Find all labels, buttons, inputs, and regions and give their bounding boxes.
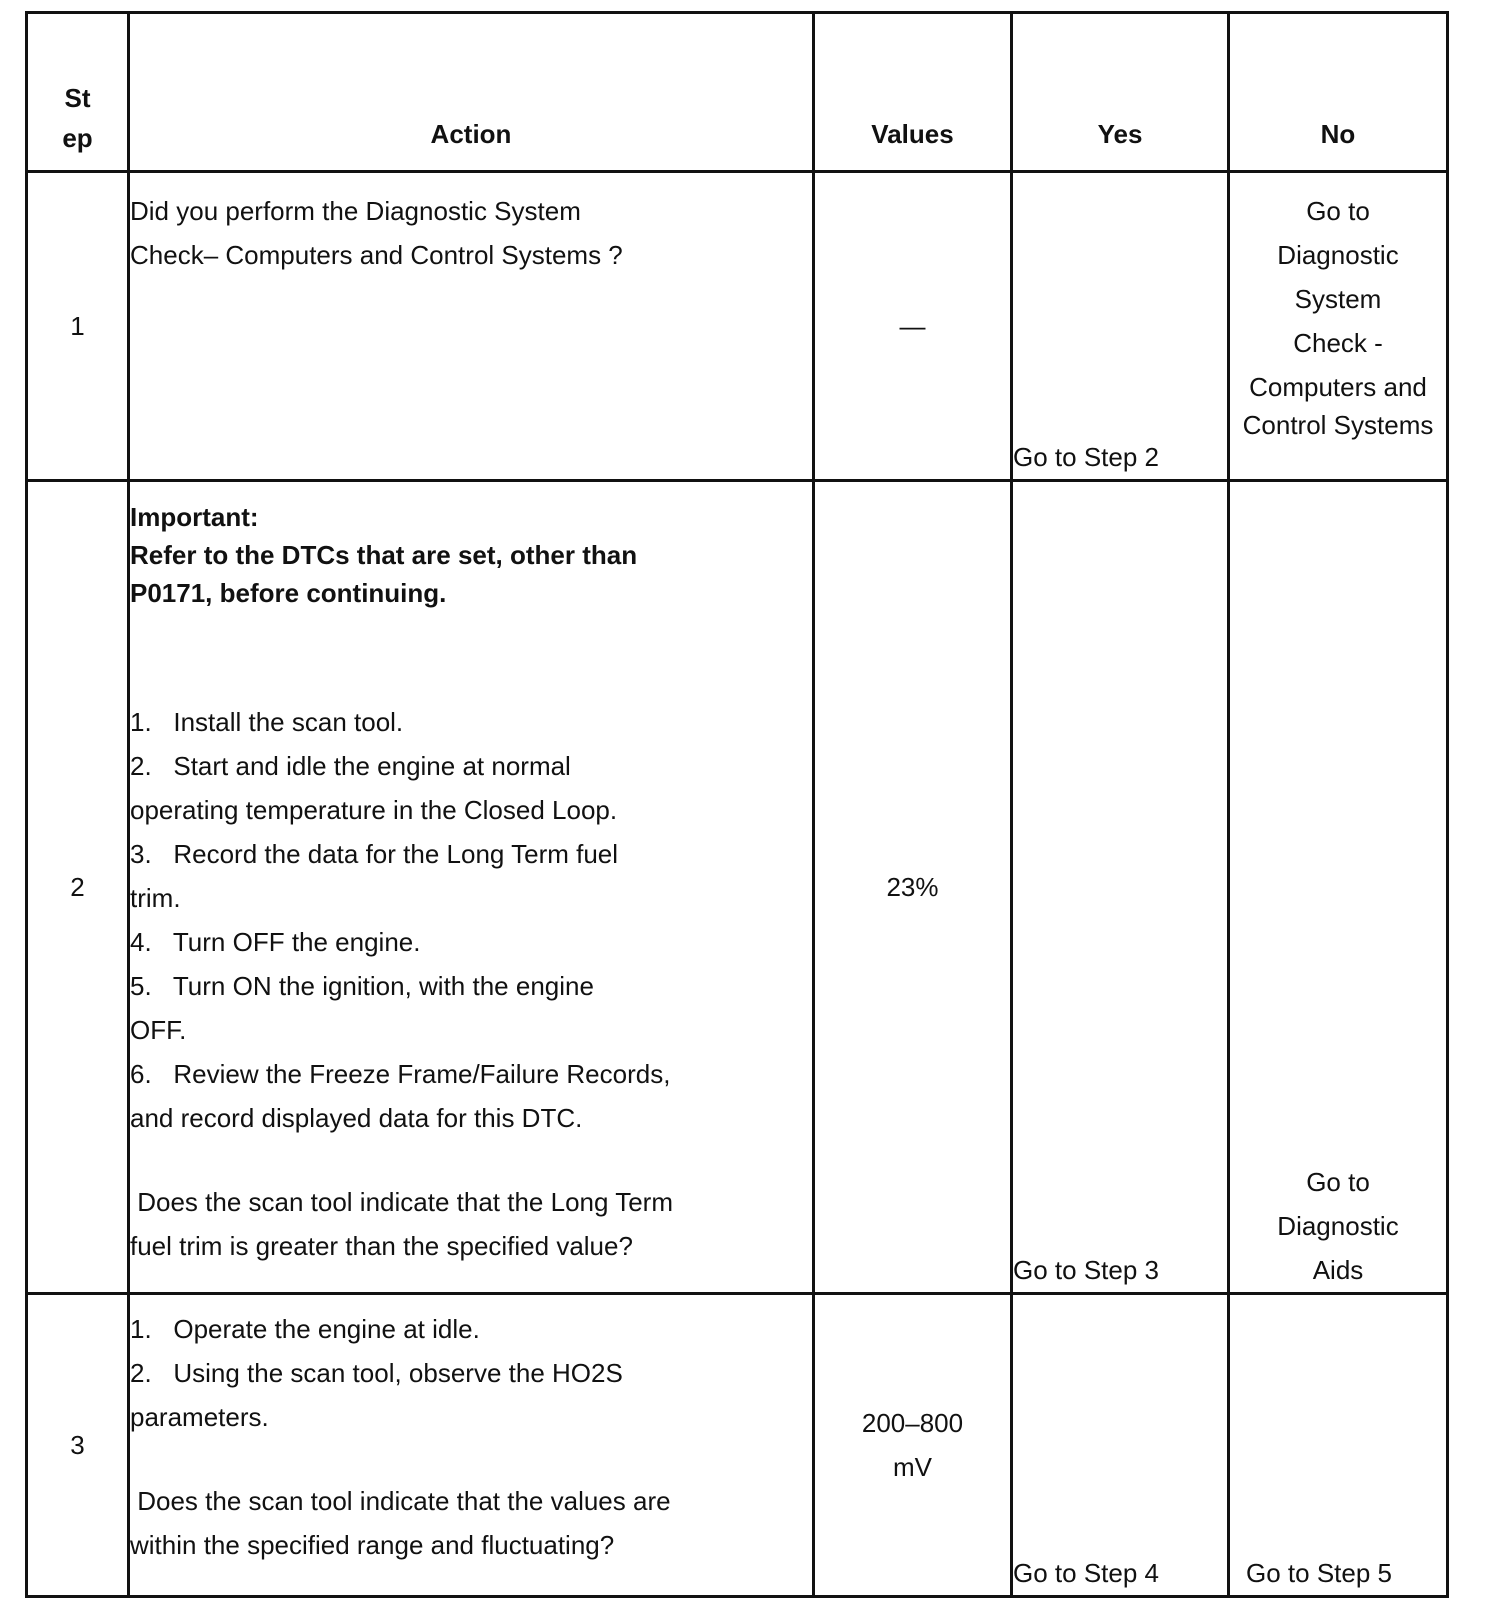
- action-line: 2. Start and idle the engine at normal: [130, 751, 571, 781]
- action-line: Did you perform the Diagnostic System: [130, 196, 581, 226]
- no-line: System: [1294, 284, 1382, 314]
- question-line: within the specified range and fluctuating?: [130, 1530, 615, 1560]
- no-cell: Go to Step 5: [1229, 1294, 1448, 1597]
- question-line: Does the scan tool indicate that the values are: [130, 1486, 671, 1516]
- value-cell: 23%: [814, 481, 1012, 1294]
- no-line: Computers and: [1249, 372, 1427, 402]
- important-text: Refer to the DTCs that are set, other than: [130, 540, 638, 570]
- yes-cell: Go to Step 3: [1012, 481, 1229, 1294]
- value-cell: [814, 1294, 1012, 1597]
- no-line: Aids: [1312, 1255, 1364, 1285]
- action-line: parameters.: [130, 1402, 269, 1432]
- header-step-line-1: St: [64, 83, 91, 113]
- no-text: [1230, 189, 1446, 441]
- diagnostic-table: [25, 11, 1449, 1598]
- no-line: Diagnostic: [1277, 1211, 1399, 1241]
- step-number: 2: [27, 481, 129, 1294]
- header-no: No: [1229, 13, 1448, 172]
- action-line: OFF.: [130, 1015, 187, 1045]
- no-line: Control Systems: [1242, 410, 1434, 440]
- action-line: 5. Turn ON the ignition, with the engine: [130, 971, 594, 1001]
- action-line: operating temperature in the Closed Loop.: [130, 795, 618, 825]
- question-line: fuel trim is greater than the specified value?: [130, 1231, 633, 1261]
- value-cell: —: [814, 172, 1012, 481]
- action-cell: [129, 172, 814, 481]
- value-line: mV: [893, 1452, 932, 1482]
- table-row: [27, 1294, 1448, 1597]
- no-cell: [1229, 481, 1448, 1294]
- table-row: [27, 481, 1448, 1294]
- action-line: 1. Install the scan tool.: [130, 707, 404, 737]
- yes-cell: Go to Step 4: [1012, 1294, 1229, 1597]
- no-line: Check -: [1293, 328, 1383, 358]
- question-line: Does the scan tool indicate that the Long Term: [130, 1187, 673, 1217]
- header-action: Action: [129, 13, 814, 172]
- action-cell: [129, 1294, 814, 1597]
- no-text: [1230, 1160, 1446, 1292]
- action-line: 2. Using the scan tool, observe the HO2S: [130, 1358, 623, 1388]
- action-line: 1. Operate the engine at idle.: [130, 1314, 480, 1344]
- no-cell: [1229, 172, 1448, 481]
- action-line: Check– Computers and Control Systems ?: [130, 240, 623, 270]
- action-line: and record displayed data for this DTC.: [130, 1103, 583, 1133]
- header-step: [27, 13, 129, 172]
- step-number: 3: [27, 1294, 129, 1597]
- important-text: P0171, before continuing.: [130, 578, 447, 608]
- header-yes: Yes: [1012, 13, 1229, 172]
- action-line: 6. Review the Freeze Frame/Failure Records,: [130, 1059, 671, 1089]
- no-line: Go to: [1306, 196, 1370, 226]
- action-line: 3. Record the data for the Long Term fuel: [130, 839, 619, 869]
- table-row: [27, 172, 1448, 481]
- header-step-line-2: ep: [62, 123, 93, 153]
- important-label: Important:: [130, 502, 259, 532]
- action-cell: [129, 481, 814, 1294]
- no-line: Go to: [1306, 1167, 1370, 1197]
- action-line: trim.: [130, 883, 181, 913]
- no-line: Diagnostic: [1277, 240, 1399, 270]
- action-line: 4. Turn OFF the engine.: [130, 927, 421, 957]
- header-values: Values: [814, 13, 1012, 172]
- value-line: 200–800: [861, 1408, 964, 1438]
- table-header-row: [27, 13, 1448, 172]
- step-number: 1: [27, 172, 129, 481]
- yes-cell: Go to Step 2: [1012, 172, 1229, 481]
